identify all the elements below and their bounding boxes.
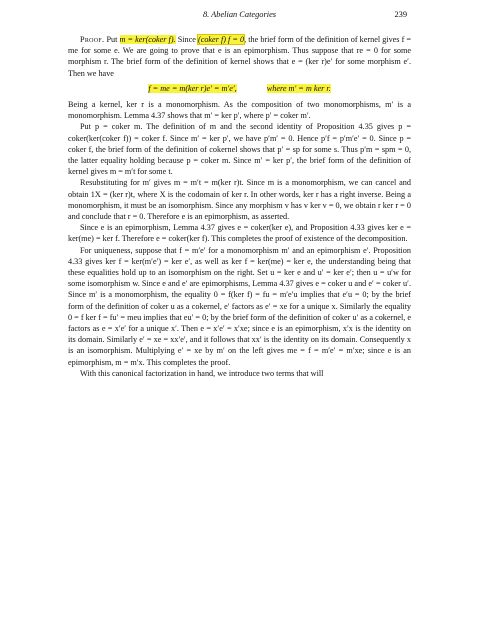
proof-p1-post: , the brief form of the definition of kernel gives f = me for some e. We are going to prove that e is an epimorphism. Thus suppose that re = 0 for some morphism r. The brief form of the definition of kernel shows that e = (ker r)e′ for some morphism e′. Then we have bbox=[68, 35, 411, 78]
proof-paragraph-4: Resubstituting for m′ gives m = m′t = m(ker r)t. Since m is a monomorphism, we can cancel and obtain 1X = (ker r)t, where X is the codomain of ker r. In other words, ker r has a right inverse. Being a monomorphism, it must be an isomorphism. Since any morphism v has v ker v = 0, we obtain r ker r = 0 and conclude that r = 0. Therefore e is an epimorphism, as asserted. bbox=[68, 178, 411, 222]
closing-paragraph: With this canonical factorization in hand, we introduce two terms that will bbox=[80, 368, 324, 378]
proof-label: Proof. bbox=[80, 35, 105, 44]
display-equation bbox=[68, 83, 411, 94]
highlight-definition-m: m = ker(coker f). bbox=[119, 35, 176, 44]
proof-paragraph-6: For uniqueness, suppose that f = m′e′ for a monomorphism m′ and an epimorphism e′. Proposition 4.33 gives ker f = ker(m′e′) = ker e′, as well as ker f = ker(me) = ker e, the understanding being that these equalities hold up to an isomorphism on the right. Set u = ker e and u′ = ker e′; then u = u′w for some isomorphism w. Since e and e′ are epimorphisms, Lemma 4.37 gives e = coker u and e′ = coker u′. Since m′ is a monomorphism, the equality 0 = f(ker f) = fu = m′e′u implies that e′u = 0; by the brief form of the definition of coker u as a cokernel, e′ factors as e′ = xe for a unique x. Similarly the equality 0 = f ker f = fu′ = meu implies that eu′ = 0; by the brief form of the definition of coker u′ as a cokernel, e factors as e = x′e′ for a unique x′. Then e = x′e′ = x′xe; since e is an epimorphism, x′x is the identity on its domain. Similarly e′ = xe = xx′e′, and it follows that xx′ is the identity on its domain. Consequently x is an isomorphism. Multiplying e′ = xe by m′ on the left gives me = f = m′e′ = m′xe; since e is an epimorphism, m = m′x. This completes the proof. bbox=[68, 245, 411, 367]
display-equation-where: where m′ = m ker r. bbox=[266, 83, 331, 93]
page-header bbox=[0, 10, 479, 24]
proof-paragraph-2: Being a kernel, ker r is a monomorphism. As the composition of two monomorphisms, m′ is a monomorphism. Lemma 4.37 shows that m′ = ker p′, where p′ = coker m′. bbox=[68, 100, 411, 121]
page-number: 239 bbox=[394, 10, 407, 19]
highlight-coker-identity: (coker f) f = 0 bbox=[197, 35, 245, 44]
body-text bbox=[68, 34, 411, 379]
proof-paragraph-3: Put p = coker m. The definition of m and the second identity of Proposition 4.35 gives p = coker(ker(coker f)) = coker f. Since m′ = ker p′, we have p′m′ = 0. Hence p′f = p′m′e′ = 0. Since p = coker f, the brief form of the definition of cokernel shows that p′ = sp for some s. Thus p′m = spm = 0, the latter equality holding because p = coker m. Since m′ = ker p′, the brief form of the definition of kernel gives m = m′t for some t. bbox=[68, 122, 411, 177]
display-equation-main: f = me = m(ker r)e′ = m′e′, bbox=[148, 83, 237, 93]
proof-paragraph-1 bbox=[68, 34, 411, 79]
proof-paragraph-5: Since e is an epimorphism, Lemma 4.37 gives e = coker(ker e), and Proposition 4.33 gives ker e = ker(me) = ker f. Therefore e = coker(ker f). This completes the proof of existence of the decomposition. bbox=[68, 223, 411, 244]
proof-p1-mid: Since bbox=[175, 35, 198, 44]
proof-p1-pre: Put bbox=[106, 35, 120, 44]
running-head: 8. Abelian Categories bbox=[202, 10, 277, 19]
